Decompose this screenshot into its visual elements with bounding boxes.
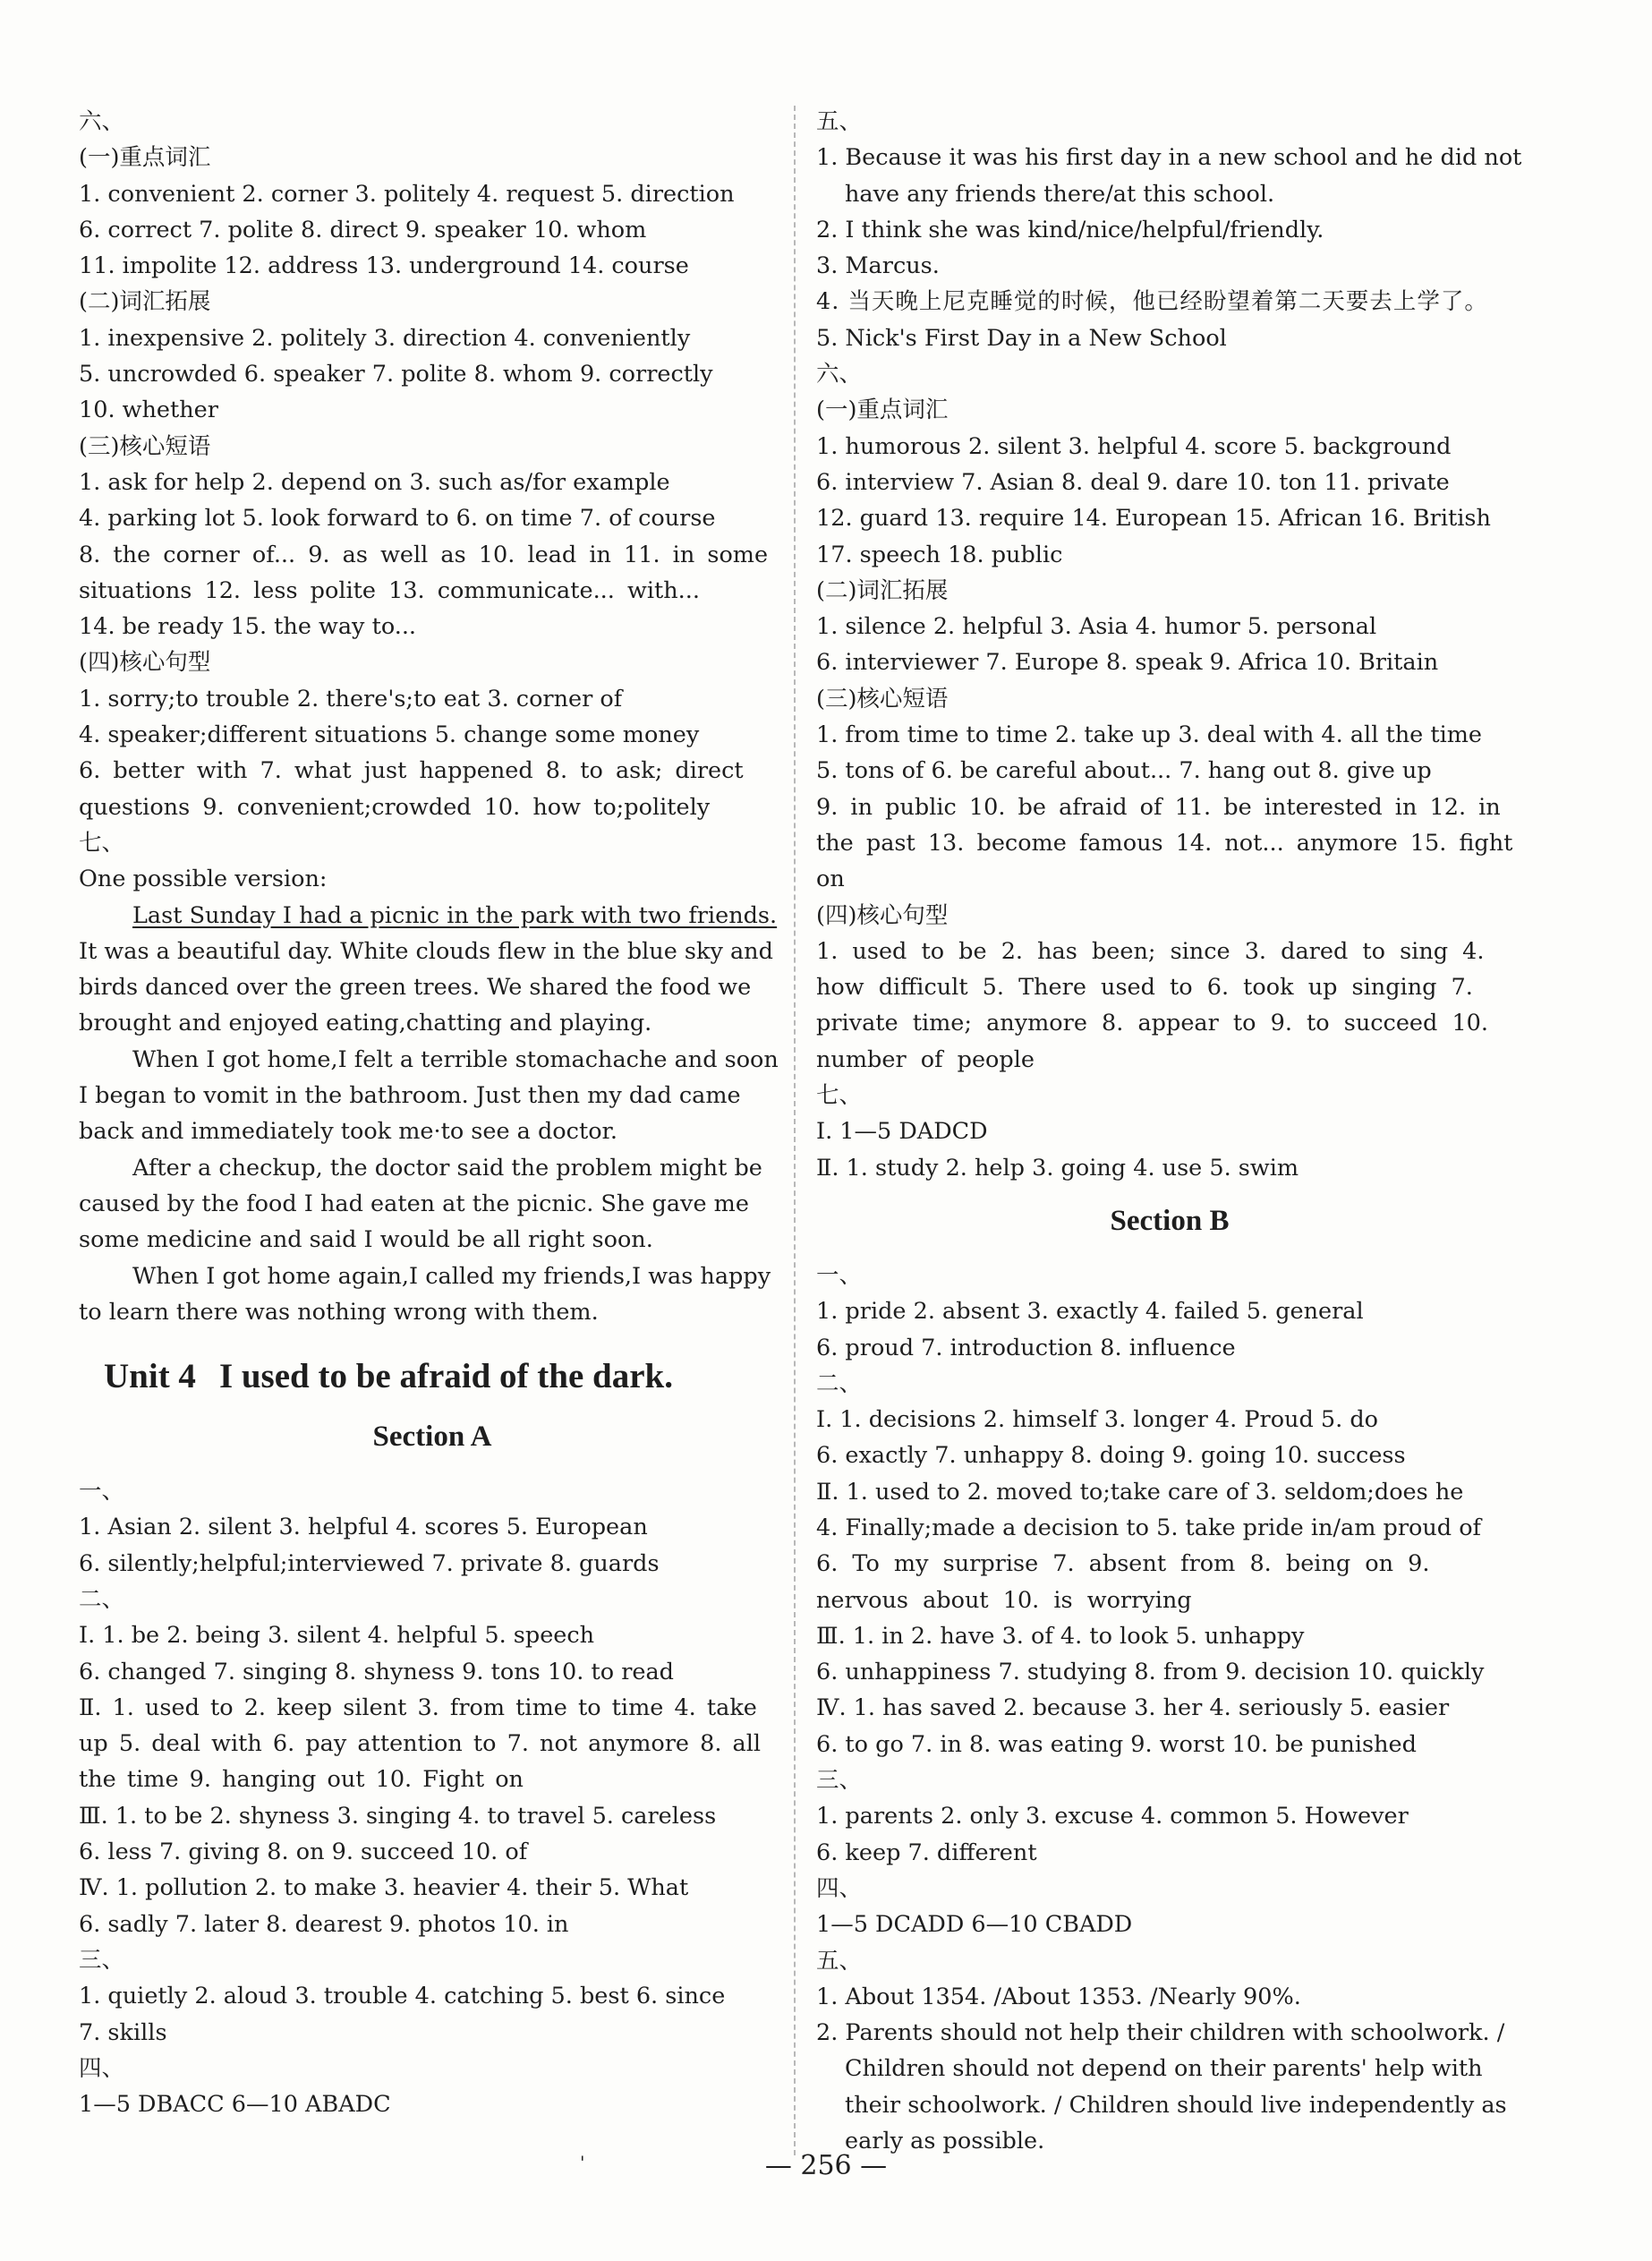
answer-line: 1. sorry;to trouble 2. there's;to eat 3. corner of <box>79 685 623 712</box>
answer-line: 1. from time to time 2. take up 3. deal with 4. all the time <box>816 721 1483 749</box>
answer-line: Ⅳ. 1. pollution 2. to make 3. heavier 4. their 5. What <box>79 1874 689 1902</box>
answer-line: 4. Finally;made a decision to 5. take pride in/am proud of <box>816 1514 1481 1541</box>
heading-one: 一、 <box>79 1478 125 1506</box>
answer-line: 2. I think she was kind/nice/helpful/friendly. <box>816 216 1324 243</box>
subheading: (一)重点词汇 <box>816 397 949 424</box>
subheading: (三)核心短语 <box>816 685 949 712</box>
answer-line: 4. speaker;different situations 5. change some money <box>79 721 700 749</box>
section-a-title: Section A <box>372 1421 492 1454</box>
subheading: (一)重点词汇 <box>79 144 211 172</box>
answer-line: 17. speech 18. public <box>816 541 1063 568</box>
answer-line: 1. used to be 2. has been; since 3. dared to sing 4. how difficult 5. There used to 6. took up singing 7. private time; anymore 8. appear to 9. to succeed 10. number of people <box>816 937 1488 1073</box>
right-column <box>816 104 1523 2159</box>
heading-two: 二、 <box>816 1369 863 1397</box>
answer-line: 4. 当天晚上尼克睡觉的时候，他已经盼望着第二天要去上学了。 <box>816 288 1488 316</box>
answer-line: Ⅰ. 1—5 DADCD <box>816 1118 988 1146</box>
answer-line: 1. silence 2. helpful 3. Asia 4. humor 5. personal <box>816 613 1377 641</box>
answer-line: 1. convenient 2. corner 3. politely 4. request 5. direction <box>79 180 735 208</box>
answer-line: 5. uncrowded 6. speaker 7. polite 8. whom 9. correctly <box>79 361 713 388</box>
answer-line: 6. interviewer 7. Europe 8. speak 9. Africa 10. Britain <box>816 649 1439 677</box>
answer-line: 14. be ready 15. the way to... <box>79 613 417 641</box>
answer-line: 8. the corner of... 9. as well as 10. lead in 11. in some situations 12. less polite 13. communicate... with... <box>79 541 769 604</box>
heading-five: 五、 <box>816 108 863 135</box>
answer-line: 10. whether <box>79 397 218 424</box>
answer-line: 11. impolite 12. address 13. underground 14. course <box>79 252 689 280</box>
answer-line: 7. skills <box>79 2018 167 2046</box>
answer-line: Ⅱ. 1. study 2. help 3. going 4. use 5. swim <box>816 1154 1299 1182</box>
answer-line: 1. humorous 2. silent 3. helpful 4. score 5. background <box>816 432 1452 460</box>
essay-intro: One possible version: <box>79 866 328 893</box>
essay-paragraph: When I got home again,I called my friends,I was happy to learn there was nothing wrong with them. <box>79 1262 771 1326</box>
subheading: (二)词汇拓展 <box>79 288 211 316</box>
left-column <box>79 104 786 2122</box>
unit-number: Unit 4 <box>104 1357 196 1396</box>
answer-line: Ⅲ. 1. to be 2. shyness 3. singing 4. to travel 5. careless <box>79 1802 717 1830</box>
subheading: (四)核心句型 <box>79 649 211 677</box>
answer-line: 6. correct 7. polite 8. direct 9. speaker 10. whom <box>79 216 647 243</box>
answer-line: Ⅰ. 1. be 2. being 3. silent 4. helpful 5. speech <box>79 1622 595 1650</box>
essay-paragraph: When I got home,I felt a terrible stomachache and soon I began to vomit in the bathroom. Just then my dad came back and immediately took me·to see a doctor. <box>79 1045 779 1146</box>
unit-name: I used to be afraid of the dark. <box>218 1357 673 1396</box>
answer-line: 1. Asian 2. silent 3. helpful 4. scores 5. European <box>79 1514 648 1541</box>
answer-line: 6. To my surprise 7. absent from 8. being on 9. nervous about 10. is worrying <box>816 1550 1430 1614</box>
answer-line: 1. About 1354. /About 1353. /Nearly 90%. <box>816 1983 1301 2010</box>
subheading: (二)词汇拓展 <box>816 576 949 604</box>
answer-line: 6. interview 7. Asian 8. deal 9. dare 10. ton 11. private <box>816 468 1450 496</box>
answer-line: 6. better with 7. what just happened 8. to ask; direct questions 9. convenient;crowded 10. how to;politely <box>79 757 744 821</box>
answer-line: Ⅲ. 1. in 2. have 3. of 4. to look 5. unhappy <box>816 1622 1305 1650</box>
heading-five: 五、 <box>816 1947 863 1975</box>
heading-two: 二、 <box>79 1585 125 1613</box>
subheading: (三)核心短语 <box>79 432 211 460</box>
column-divider <box>794 106 796 2155</box>
heading-seven: 七、 <box>816 1082 863 1110</box>
answer-line: 1. parents 2. only 3. excuse 4. common 5. However <box>816 1803 1409 1830</box>
heading-four: 四、 <box>816 1874 863 1902</box>
subheading: (四)核心句型 <box>816 901 949 929</box>
answer-line: 1. quietly 2. aloud 3. trouble 4. catching 5. best 6. since <box>79 1983 726 2010</box>
answer-line: 6. silently;helpful;interviewed 7. private 8. guards <box>79 1549 660 1577</box>
answer-line: Ⅱ. 1. used to 2. keep silent 3. from time to time 4. take up 5. deal with 6. pay attention to 7. not anymore 8. all the time 9. hanging out 10. Fight on <box>79 1694 762 1794</box>
heading-three: 三、 <box>816 1767 863 1795</box>
answer-line: 5. Nick's First Day in a New School <box>816 324 1227 352</box>
answer-line: 2. Parents should not help their children with schoolwork. / Children should not depend on their parents' help with their schoolwork. / Children should live independently as early as possible. <box>816 2019 1507 2155</box>
answer-line: 1. Because it was his first day in a new school and he did not have any friends there/at this school. <box>816 144 1522 208</box>
answer-line: 1—5 DBACC 6—10 ABADC <box>79 2091 391 2119</box>
essay-paragraph: After a checkup, the doctor said the problem might be caused by the food I had eaten at the picnic. She gave me some medicine and said I would be all right soon. <box>79 1154 762 1254</box>
answer-line: 9. in public 10. be afraid of 11. be interested in 12. in the past 13. become famous 14. not... anymore 15. fight on <box>816 793 1513 893</box>
answer-line: 6. exactly 7. unhappy 8. doing 9. going 10. success <box>816 1442 1406 1470</box>
answer-line: 6. keep 7. different <box>816 1839 1037 1866</box>
answer-line: Ⅳ. 1. has saved 2. because 3. her 4. seriously 5. easier <box>816 1694 1450 1722</box>
answer-line: 6. unhappiness 7. studying 8. from 9. decision 10. quickly <box>816 1659 1485 1686</box>
answer-line: Ⅰ. 1. decisions 2. himself 3. longer 4. Proud 5. do <box>816 1406 1379 1434</box>
answer-line: 3. Marcus. <box>816 252 940 280</box>
heading-six: 六、 <box>816 361 863 388</box>
heading-one: 一、 <box>816 1261 863 1289</box>
answer-line: 6. less 7. giving 8. on 9. succeed 10. of <box>79 1839 528 1866</box>
answer-line: 1—5 DCADD 6—10 CBADD <box>816 1911 1133 1939</box>
page-number: — 256 — <box>764 2150 888 2181</box>
answer-line: 12. guard 13. require 14. European 15. African 16. British <box>816 505 1491 533</box>
answer-line: 6. to go 7. in 8. was eating 9. worst 10. be punished <box>816 1730 1417 1758</box>
answer-line: 1. ask for help 2. depend on 3. such as/for example <box>79 468 670 496</box>
heading-three: 三、 <box>79 1946 125 1974</box>
heading-four: 四、 <box>79 2054 125 2082</box>
heading-six: 六、 <box>79 108 125 135</box>
answer-line: 6. proud 7. introduction 8. influence <box>816 1334 1236 1361</box>
answer-line: 1. inexpensive 2. politely 3. direction 4. conveniently <box>79 324 691 352</box>
essay-text: It was a beautiful day. White clouds flew in the blue sky and birds danced over the green trees. We shared the food we brought and enjoyed eating,chatting and playing. <box>79 937 773 1037</box>
section-b-title: Section B <box>1110 1204 1230 1237</box>
answer-line: 5. tons of 6. be careful about... 7. hang out 8. give up <box>816 757 1432 785</box>
heading-seven: 七、 <box>79 829 125 857</box>
essay-topic-sentence: Last Sunday I had a picnic in the park with two friends. <box>132 901 778 929</box>
answer-line: 1. pride 2. absent 3. exactly 4. failed 5. general <box>816 1298 1364 1326</box>
essay-paragraph <box>79 898 786 1042</box>
answer-line: 6. changed 7. singing 8. shyness 9. tons 10. to read <box>79 1658 675 1685</box>
answer-line: 4. parking lot 5. look forward to 6. on time 7. of course <box>79 505 716 533</box>
answer-line: Ⅱ. 1. used to 2. moved to;take care of 3. seldom;does he <box>816 1478 1464 1506</box>
answer-line: 6. sadly 7. later 8. dearest 9. photos 10. in <box>79 1910 569 1938</box>
unit-title <box>104 1352 786 1402</box>
footer-mark: ' <box>580 2152 585 2173</box>
